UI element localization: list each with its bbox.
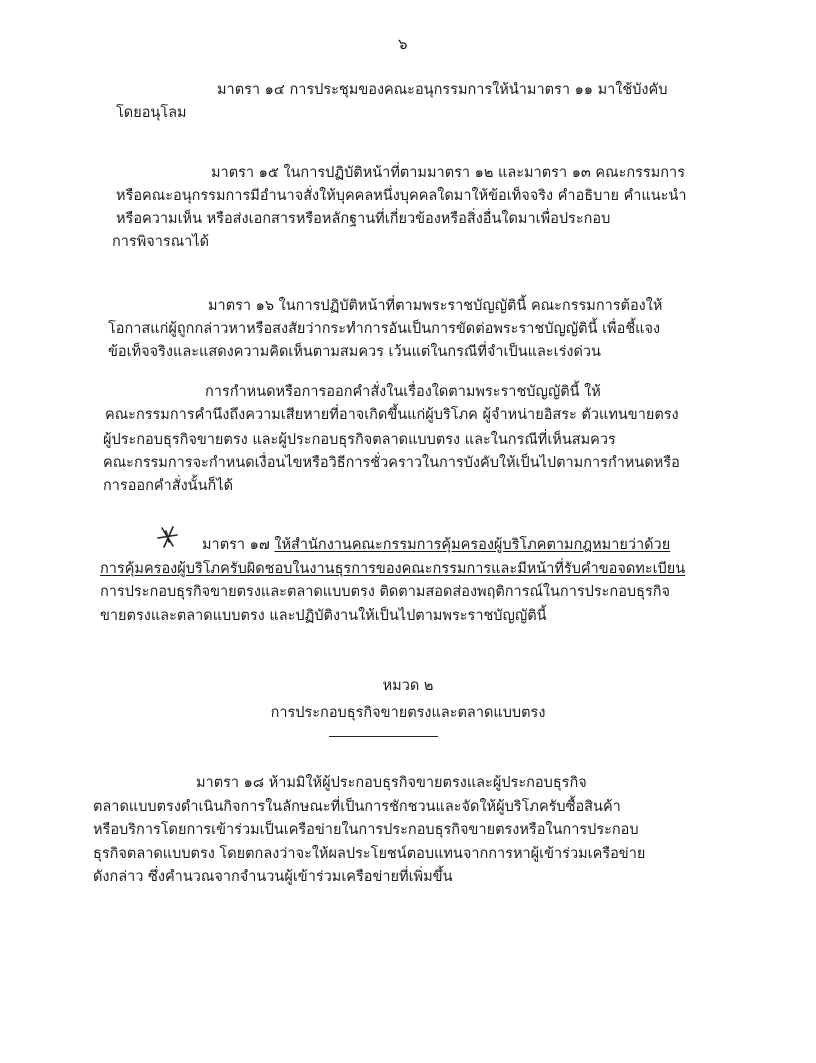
section-17-line-1 (202, 535, 670, 555)
section-18-line-1: มาตรา ๑๘ ห้ามมิให้ผู้ประกอบธุรกิจขายตรงและผู้ประกอบธุรกิจ (196, 775, 587, 791)
section-16-para2-line-2: คณะกรรมการคำนึงถึงความเสียหายที่อาจเกิดขึ้นแก่ผู้บริโภค ผู้จำหน่ายอิสระ ตัวแทนขายตรง (105, 407, 679, 423)
section-17-line-2: การคุ้มครองผู้บริโภครับผิดชอบในงานธุรการของคณะกรรมการและมีหน้าที่รับคำขอจดทะเบียน (100, 561, 686, 577)
section-16-para2-line-5: การออกคำสั่งนั้นก็ได้ (103, 478, 233, 494)
section-16-para2-line-1: การกำหนดหรือการออกคำสั่งในเรื่องใดตามพระราชบัญญัตินี้ ให้ (205, 384, 601, 400)
section-15-line-4: การพิจารณาได้ (112, 234, 209, 250)
section-17-lead: มาตรา ๑๗ (202, 537, 275, 553)
section-16-line-2: โอกาสแก่ผู้ถูกกล่าวหาหรือสงสัยว่ากระทำการอันเป็นการขัดต่อพระราชบัญญัตินี้ เพื่อชี้แจง (108, 321, 661, 337)
section-14-line-1: มาตรา ๑๔ การประชุมของคณะอนุกรรมการให้นำมาตรา ๑๑ มาใช้บังคับ (217, 82, 668, 98)
chapter-title: หมวด ๒ (382, 678, 434, 694)
section-14-line-2: โดยอนุโลม (116, 105, 187, 121)
section-18-line-2: ตลาดแบบตรงดำเนินกิจการในลักษณะที่เป็นการชักชวนและจัดให้ผู้บริโภครับซื้อสินค้า (93, 799, 621, 815)
section-18-line-3: หรือบริการโดยการเข้าร่วมเป็นเครือข่ายในการประกอบธุรกิจขายตรงหรือในการประกอบ (93, 822, 639, 838)
section-18-line-4: ธุรกิจตลาดแบบตรง โดยตกลงว่าจะให้ผลประโยชน์ตอบแทนจากการหาผู้เข้าร่วมเครือข่าย (93, 846, 646, 862)
section-17-line-4: ขายตรงและตลาดแบบตรง และปฏิบัติงานให้เป็นไปตามพระราชบัญญัตินี้ (100, 608, 547, 624)
section-16-para2-line-3: ผู้ประกอบธุรกิจขายตรง และผู้ประกอบธุรกิจตลาดแบบตรง และในกรณีที่เห็นสมควร (103, 432, 616, 448)
section-15-line-1: มาตรา ๑๕ ในการปฏิบัติหน้าที่ตามมาตรา ๑๒ และมาตรา ๑๓ คณะกรรมการ (211, 165, 685, 181)
section-16-line-1: มาตรา ๑๖ ในการปฏิบัติหน้าที่ตามพระราชบัญญัตินี้ คณะกรรมการต้องให้ (208, 298, 663, 314)
chapter-divider (329, 736, 438, 737)
section-16-para2-line-4: คณะกรรมการจะกำหนดเงื่อนไขหรือวิธีการชั่วคราวในการบังคับให้เป็นไปตามการกำหนดหรือ (103, 455, 680, 471)
section-18-line-5: ดังกล่าว ซึ่งคำนวณจากจำนวนผู้เข้าร่วมเครือข่ายที่เพิ่มขึ้น (93, 869, 453, 885)
section-17-line-3: การประกอบธุรกิจขายตรงและตลาดแบบตรง ติดตามสอดส่องพฤติการณ์ในการประกอบธุรกิจ (100, 584, 671, 600)
handwritten-asterisk-icon (152, 522, 182, 552)
chapter-subtitle: การประกอบธุรกิจขายตรงและตลาดแบบตรง (270, 705, 546, 721)
section-15-line-3: หรือความเห็น หรือส่งเอกสารหรือหลักฐานที่เกี่ยวข้องหรือสิ่งอื่นใดมาเพื่อประกอบ (116, 211, 611, 227)
section-17-underlined-text: ให้สำนักงานคณะกรรมการคุ้มครองผู้บริโภคตามกฎหมายว่าด้วย (274, 537, 671, 553)
section-16-line-3: ข้อเท็จจริงและแสดงความคิดเห็นตามสมควร เว้นแต่ในกรณีที่จำเป็นและเร่งด่วน (108, 344, 601, 360)
page-number: ๖ (398, 35, 408, 53)
section-15-line-2: หรือคณะอนุกรรมการมีอำนาจสั่งให้บุคคลหนึ่งบุคคลใดมาให้ข้อเท็จจริง คำอธิบาย คำแนะนำ (116, 188, 687, 204)
